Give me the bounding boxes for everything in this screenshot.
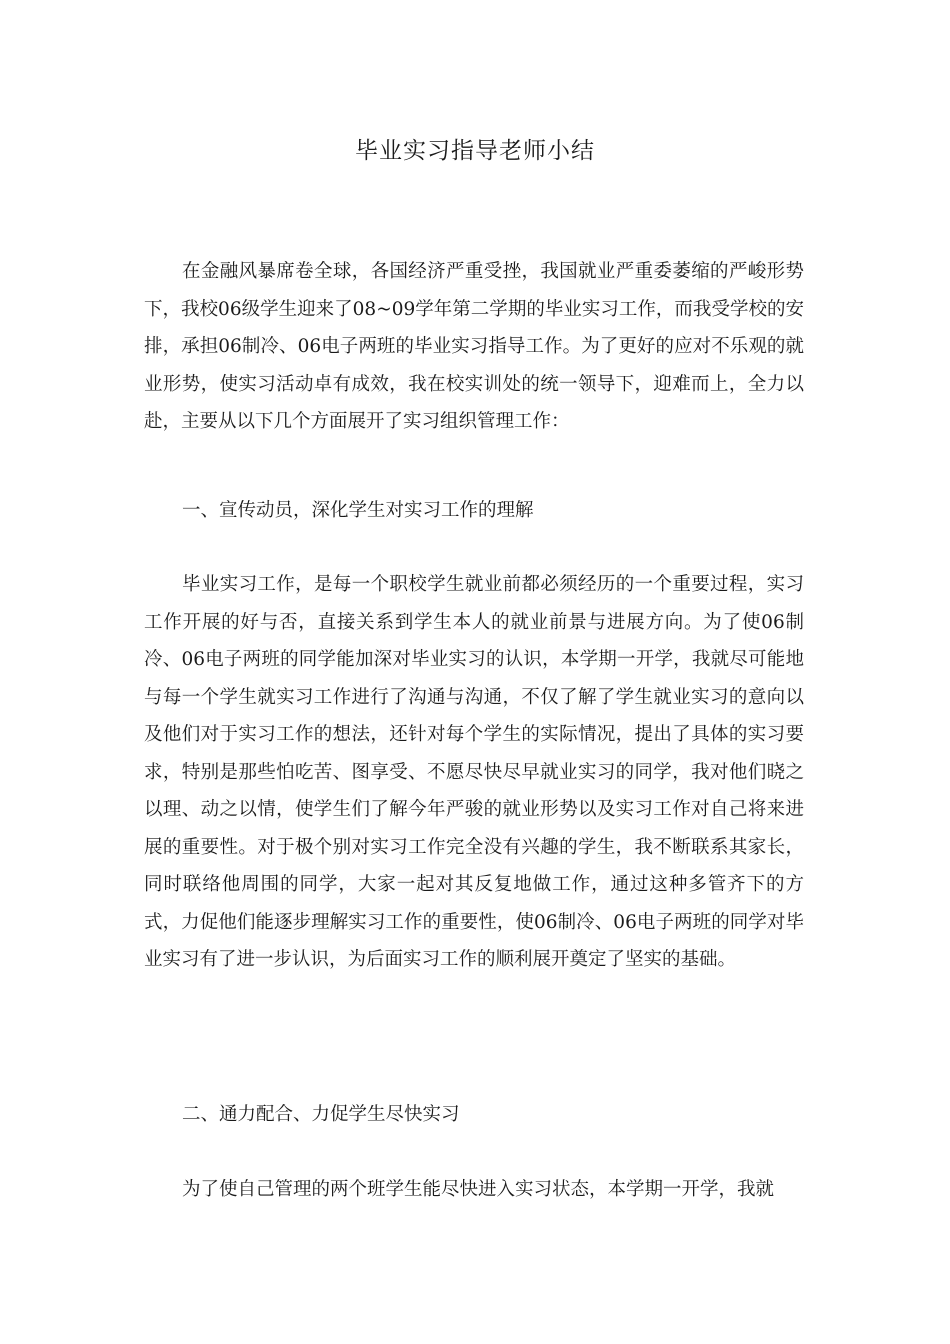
document-title: 毕业实习指导老师小结 — [355, 138, 595, 164]
section-heading-2: 二、通力配合、力促学生尽快实习 — [182, 1104, 460, 1125]
paragraph-section-2: 为了使自己管理的两个班学生能尽快进入实习状态，本学期一开学，我就 — [182, 1179, 775, 1200]
section-heading-1: 一、宣传动员，深化学生对实习工作的理解 — [182, 500, 534, 521]
paragraph-section-1: 毕业实习工作，是每一个职校学生就业前都必须经历的一个重要过程，实习工作开展的好与否，直接关系到学生本人的就业前景与进展方向。为了使06制冷、06电子两班的同学能加深对毕业实习的认识，本学期一开学，我就尽可能地与每一个学生就实习工作进行了沟通与沟通，不仅了解了学生就业实习的意向以及他们对于实习工作的想法，还针对每个学生的实际情况，提出了具体的实习要求，特别是那些怕吃苦、图享受、不愿尽快尽早就业实习的同学，我对他们晓之以理、动之以情，使学生们了解今年严骏的就业形势以及实习工作对自己将来进展的重要性。对于极个别对实习工作完全没有兴趣的学生，我不断联系其家长，同时联络他周围的同学，大家一起对其反复地做工作，通过这种多管齐下的方式，力促他们能逐步理解实习工作的重要性，使06制冷、06电子两班的同学对毕业实习有了进一步认识，为后面实习工作的顺利展开奠定了坚实的基础。 — [144, 574, 804, 970]
paragraph-intro: 在金融风暴席卷全球，各国经济严重受挫，我国就业严重委萎缩的严峻形势下，我校06级学生迎来了08~09学年第二学期的毕业实习工作，而我受学校的安排，承担06制冷、06电子两班的毕业实习指导工作。为了更好的应对不乐观的就业形势，使实习活动卓有成效，我在校实训处的统一领导下，迎难而上，全力以赴，主要从以下几个方面展开了实习组织管理工作： — [144, 261, 804, 432]
